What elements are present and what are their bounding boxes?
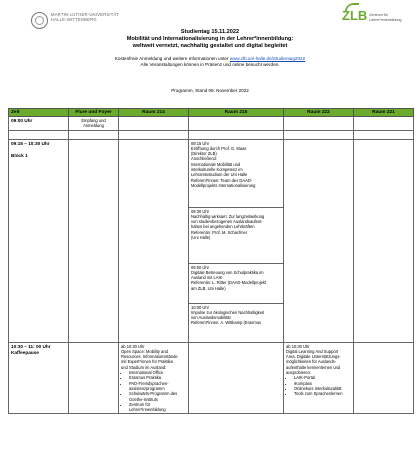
session-cell <box>189 207 284 263</box>
table-row <box>9 139 414 207</box>
university-name-line2: HALLE-WITTENBERG <box>51 17 97 22</box>
session-line: 10:00 Uhr <box>191 304 209 310</box>
time-cell: 09:00 Uhr <box>9 117 69 131</box>
university-name-line1: MARTIN-LUTHER-UNIVERSITÄT <box>51 12 120 17</box>
registration-info <box>0 56 420 68</box>
resource-list <box>121 370 186 412</box>
info-prefix: Kostenfreie Anmeldung und weitere Informationen unter <box>114 56 230 61</box>
title-line-3: weltweit vernetzt, nachhaltig gestaltet und digital begleitet <box>132 43 288 49</box>
list-item: • LAIK-Portal <box>294 375 351 380</box>
cell-line: ab 10:30 Uhr <box>121 343 145 349</box>
foyer-line: Empfang und <box>81 118 106 123</box>
session-line: von Auslandsmobilität <box>191 315 231 321</box>
block-label: Block 1 <box>11 152 28 158</box>
list-item: • Schulwärts-Programm des Goethe-Instituts <box>129 391 186 402</box>
col-header-zeit: Zeit <box>9 109 69 117</box>
session-line: 09:50 Uhr <box>191 264 209 270</box>
session-line: Anschließend: <box>191 156 217 162</box>
zlb-subtitle-line2: Lehrer*innenbildung <box>369 17 402 22</box>
session-line: Referentin: Prof. M. Schachner <box>191 229 248 235</box>
session-line: Ausland mit LAIK <box>191 275 223 281</box>
foyer-line: Anmeldung <box>83 123 104 129</box>
list-item: • International Office <box>129 370 186 375</box>
cell-line: mit Expert*innen für Praktika <box>121 359 173 365</box>
col-header-raum-215: Raum 215 <box>189 109 284 117</box>
list-item: • Zentrum für Lehrer*innenbildung <box>129 402 186 413</box>
col-header-raum-214: Raum 214 <box>119 109 189 117</box>
university-seal-icon <box>31 12 48 29</box>
cell-line: ab 10:30 Uhr <box>286 343 310 349</box>
session-line: (Direktor ZLB) <box>191 151 217 157</box>
table-row <box>9 342 414 414</box>
cell-line: Digital Learning And Support <box>286 348 339 354</box>
session-line: von studienbezogenen Auslandsaufent- <box>191 219 263 225</box>
list-item: • Onlinekurs Interkulturalität <box>294 386 351 391</box>
session-line: 09:15 Uhr <box>191 140 209 146</box>
schedule-table <box>8 108 414 414</box>
title-line-1: Studientag 15.11.2022 <box>180 29 240 35</box>
session-cell <box>189 263 284 303</box>
session-line: Internationale Mobilität und <box>191 161 241 167</box>
info-line-2: Alle Veranstaltungen können in Präsenz und online besucht werden. <box>140 62 280 67</box>
break-label: Kaffeepause <box>11 349 39 355</box>
session-line: Lehramtsstudium der Uni Halle <box>191 172 248 178</box>
zlb-mark: ZLB <box>342 8 368 23</box>
cell-line: Open Space: Mobility and <box>121 348 168 354</box>
session-cell <box>189 303 284 342</box>
session-line: interkulturelle Kompetenz im <box>191 167 243 173</box>
cell-line: Resources. Informationsstände <box>121 354 178 360</box>
table-header-row <box>9 109 414 117</box>
spacer-row <box>9 130 414 139</box>
list-item: • iKompass <box>294 381 351 386</box>
digital-learning-cell <box>284 342 354 414</box>
title-line-2: Mobilität und Internationalisierung in der Lehrer*innenbildung: <box>126 36 294 42</box>
list-item: • Erasmus Praktika <box>129 375 186 380</box>
document-header <box>0 0 420 110</box>
session-cell <box>189 139 284 207</box>
session-line: Referent*innen: A. Wittkamp (Erasmus <box>191 320 262 326</box>
foyer-cell <box>69 117 119 131</box>
cell-line: möglichkeiten für Auslands- <box>286 359 337 365</box>
tools-list <box>286 375 351 396</box>
table-row <box>9 117 414 131</box>
zlb-logo <box>342 10 401 22</box>
session-line: Referent*innen: Team des DAAD- <box>191 177 253 183</box>
session-line: Referentin: L. Ritter (DAAD-Modellprojekt <box>191 280 267 286</box>
page-title <box>0 29 420 50</box>
col-header-raum-222: Raum 222 <box>284 109 354 117</box>
time-cell <box>9 139 69 342</box>
studientag-link[interactable]: www.zlb.uni-halle.de/Studientag2022 <box>229 56 306 61</box>
list-item: • PAD-Fremdsprachen-assistenzprogramm <box>129 381 186 392</box>
cell-line: Area. Digitale Unterstützungs- <box>286 354 341 360</box>
session-line: Eröffnung durch Prof. G. Maas <box>191 145 247 151</box>
open-space-cell <box>119 342 189 414</box>
session-line: Modellprojekts Internationalisierung <box>191 182 256 188</box>
university-logo <box>31 12 119 29</box>
session-line: Digitale Betreuung von Schulpraktika im <box>191 269 264 275</box>
session-line: Nachhaltig wirksam: Zur langzeitwirkung <box>191 213 265 219</box>
list-item: • Tools zum Sprachenlernen <box>294 391 351 396</box>
zlb-subtitle-line1: Zentrum für <box>369 13 388 18</box>
session-line: (Uni Halle) <box>191 235 211 241</box>
session-line: 09:30 Uhr <box>191 208 209 214</box>
cell-line: ausprobieren: <box>286 370 312 376</box>
session-line: Impulse zur ökologischen Nachhaltigkeit <box>191 309 265 315</box>
session-line: am ZLB, Uni Halle) <box>191 285 226 291</box>
col-header-flure: Flure und Foyer <box>69 109 119 117</box>
program-state: Programm, Stand 09. November 2022 <box>171 88 249 93</box>
session-line: halten bei angehenden Lehrkräften <box>191 224 255 230</box>
cell-line: und Studium im Ausland: <box>121 364 167 370</box>
cell-line: aufenthalte kennenlernen und <box>286 364 341 370</box>
col-header-raum-221: Raum 221 <box>354 109 414 117</box>
break-time: 10:30 – 11: 00 Uhr <box>11 343 51 349</box>
block-time: 09:15 – 10:30 Uhr <box>11 140 50 146</box>
time-cell <box>9 342 69 414</box>
